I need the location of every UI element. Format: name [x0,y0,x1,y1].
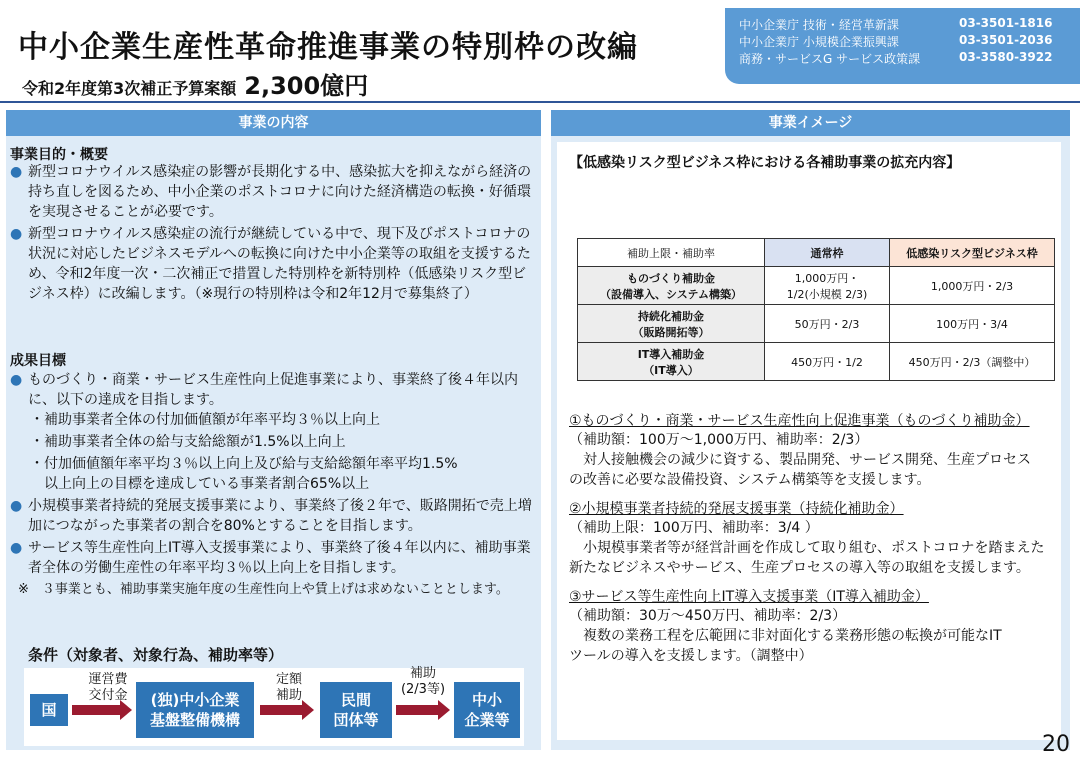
row-name: ものづくり補助金 [627,271,715,285]
table-header: 補助上限・補助率 [578,239,765,267]
goal-note: ※ ３事業とも、補助事業実施年度の生産性向上や賃上げは求めないこととします。 [18,582,509,597]
page-number: 20 [1042,732,1070,757]
flow-label-line: 定額 [275,672,302,687]
row-name: IT導入補助金 [637,347,705,361]
flow-box-line: 団体等 [333,711,379,729]
contact-org: 中小企業庁 技術・経営革新課 [739,18,899,32]
bullet-icon: ● [10,540,23,556]
arrow-shaft [260,705,302,715]
goal-bullet [10,496,536,536]
business-image-panel [551,110,1070,750]
table-header: 通常枠 [765,239,890,267]
purpose-text: 新型コロナウイルス感染症の影響が長期化する中、感染拡大を抑えながら経済の持ち直しを図るため、中小企業のポストコロナに向けた経済構造の転換・好循環を実現させることが必要です。 [28,164,532,220]
item-line: ツールの導入を支援します。（調整中） [569,648,813,664]
table-row [578,305,1055,343]
contact-tel: 03-3501-2036 [959,33,1053,47]
table-cell: 50万円・2/3 [765,305,890,343]
table-row [578,267,1055,305]
contact-row [739,16,1069,33]
purpose-heading: 事業目的・概要 [10,147,108,163]
arrow-head [120,700,132,720]
contact-org: 商務・サービスG サービス政策課 [739,52,921,66]
business-image-body [557,142,1061,740]
item-title: ②小規模事業者持続的発展支援事業（持続化補助金） [569,501,904,517]
goal-text: 小規模事業者持続的発展支援事業により、事業終了後２年で、販路開拓で売上増加につながった事業者の割合を80%とすることを目指します。 [28,498,532,534]
row-subname: （設備導入、システム構築） [600,287,742,301]
flow-arrow-icon [260,700,314,720]
row-name: 持続化補助金 [638,309,704,323]
flow-box-private [320,682,392,738]
contact-org: 中小企業庁 小規模企業振興課 [739,35,899,49]
budget-subtitle [22,66,368,101]
table-cell [578,305,765,343]
arrow-shaft [72,705,120,715]
purpose-bullet [10,162,536,222]
page-title: 中小企業生産性革命推進事業の特別枠の改編 [18,30,638,65]
row-subname: （販路開拓等） [632,325,710,339]
flow-box-line: (独)中小企業 [150,691,240,709]
budget-label: 令和2年度第3次補正予算案額 [22,79,237,98]
flow-diagram [24,668,524,746]
arrow-shaft [396,705,438,715]
business-image-heading: 事業イメージ [551,110,1070,136]
contact-tel: 03-3501-1816 [959,16,1053,30]
flow-box-smrj [136,682,254,738]
item-line: 新たなビジネスやサービス、生産プロセスの導入等の取組を支援します。 [569,560,1030,576]
table-cell: 1,000万円・2/3 [890,267,1055,305]
goal-subitem: ・補助事業者全体の付加価値額が年率平均３％以上向上 [30,412,380,428]
flow-label-line: (2/3等) [400,682,446,697]
table-cell [578,267,765,305]
flow-label-subsidy [394,666,452,698]
table-cell: 450万円・1/2 [765,343,890,381]
bullet-icon: ● [10,226,23,242]
flow-arrow-icon [396,700,450,720]
flow-box-line: 民間 [340,691,371,709]
purpose-bullet [10,224,536,304]
flow-box-country: 国 [30,694,68,726]
item-line: の改善に必要な設備投資、システム構築等を支援します。 [569,472,931,488]
item-line: （補助額：30万～450万円、補助率：2/3） [569,608,847,624]
bullet-icon: ● [10,498,23,514]
contact-row [739,50,1069,67]
business-content-panel [6,110,541,750]
flow-label-line: 補助 [409,666,436,681]
flow-box-line: 企業等 [464,711,510,729]
row-subname: （IT導入） [643,363,699,377]
flow-label-line: 交付金 [88,688,128,703]
goal-subitem: ・補助事業者全体の給与支給総額が1.5%以上向上 [30,434,346,450]
flow-box-line: 基盤整備機構 [149,711,240,729]
goal-bullet [10,538,536,578]
cell-line: 1/2(小規模 2/3) [786,287,868,301]
flow-label-line: 運営費 [88,672,128,687]
contact-tel: 03-3580-3922 [959,50,1053,64]
flow-box-sme [454,682,520,738]
bullet-icon: ● [10,164,23,180]
flow-arrow-icon [72,700,132,720]
arrow-head [302,700,314,720]
table-title: 【低感染リスク型ビジネス枠における各補助事業の拡充内容】 [569,155,961,171]
cell-line: 1,000万円・ [794,271,860,285]
bullet-icon: ● [10,372,23,388]
business-content-heading: 事業の内容 [6,110,541,136]
subsidy-table [577,238,1055,381]
conditions-heading: 条件（対象者、対象行為、補助率等） [28,646,284,664]
table-header-row [578,239,1055,267]
goal-heading: 成果目標 [10,353,66,369]
goal-subitem: ・付加価値額年率平均３％以上向上及び給与支給総額年率平均1.5% [30,456,458,472]
arrow-head [438,700,450,720]
budget-amount: 2,300億円 [244,72,369,100]
item-line: （補助上限：100万円、補助率：3/4 ） [569,520,819,536]
item-title: ③サービス等生産性向上IT導入支援事業（IT導入補助金） [569,589,929,605]
item-line: 対人接触機会の減少に資する、製品開発、サービス開発、生産プロセス [569,452,1031,468]
table-cell: 450万円・2/3（調整中） [890,343,1055,381]
table-header: 低感染リスク型ビジネス枠 [890,239,1055,267]
item-line: 複数の業務工程を広範囲に非対面化する業務形態の転換が可能なIT [569,628,1002,644]
flow-label-line: 補助 [275,688,302,703]
table-cell [578,343,765,381]
goal-subitem: 以上向上の目標を達成している事業者割合65%以上 [30,476,370,492]
table-cell [765,267,890,305]
table-row [578,343,1055,381]
table-cell: 100万円・3/4 [890,305,1055,343]
item-line: （補助額：100万～1,000万円、補助率：2/3） [569,432,869,448]
purpose-text: 新型コロナウイルス感染症の流行が継続している中で、現下及びポストコロナの状況に対応したビジネスモデルへの転換に向けた中小企業等の取組を支援するため、令和2年度一次・二次補正で措置した特別枠を新特別枠（低感染リスク型ビジネス枠）に改編します。（※現行の特別枠は令和2年12月で募集終了） [28,226,531,302]
goal-bullet [10,370,536,410]
item-title: ①ものづくり・商業・サービス生産性向上促進事業（ものづくり補助金） [569,413,1030,429]
flow-box-line: 中小 [471,691,502,709]
header-divider [0,101,1080,103]
item-line: 小規模事業者等が経営計画を作成して取り組む、ポストコロナを踏まえた [569,540,1045,556]
contact-box [725,8,1080,84]
contact-row [739,33,1069,50]
goal-text: サービス等生産性向上IT導入支援事業により、事業終了後４年以内に、補助事業者全体の労働生産性の年率平均３％以上向上を目指します。 [28,540,531,576]
goal-text: ものづくり・商業・サービス生産性向上促進事業により、事業終了後４年以内に、以下の達成を目指します。 [28,372,518,408]
